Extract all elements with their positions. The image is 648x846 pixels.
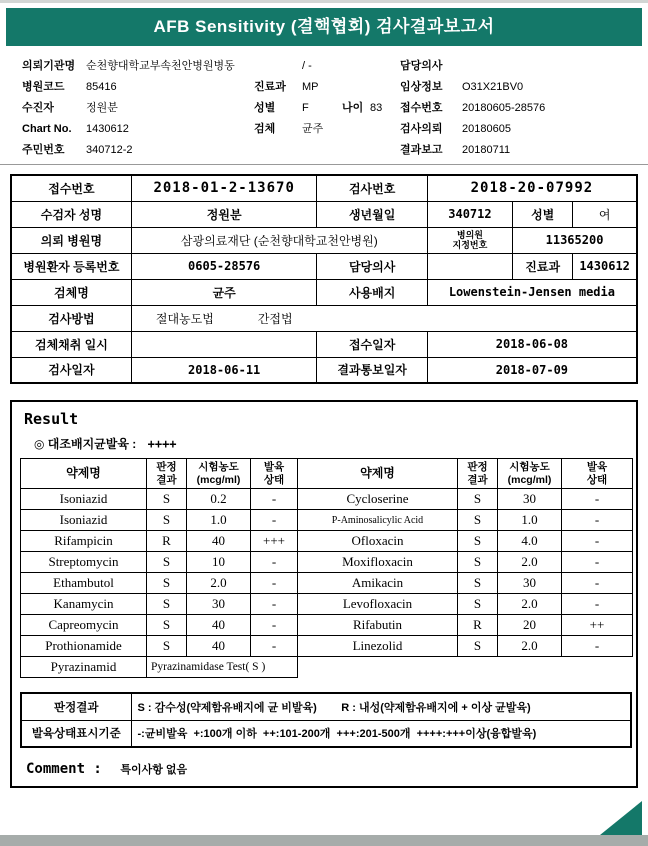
drug-name-cell: Moxifloxacin xyxy=(298,552,458,573)
conc-cell: 30 xyxy=(498,489,562,510)
drug-row xyxy=(21,531,298,552)
growth-cell: +++ xyxy=(251,531,298,552)
row-collection xyxy=(11,331,637,357)
result-section xyxy=(10,400,638,788)
drug-row-pyrazinamid xyxy=(21,657,298,678)
conc-cell: 4.0 xyxy=(498,531,562,552)
window-top-edge xyxy=(0,0,648,3)
judge-cell: S xyxy=(458,573,498,594)
request-date-label: 검사의뢰 xyxy=(400,123,443,135)
row-method xyxy=(11,305,637,331)
judge-cell: S xyxy=(458,510,498,531)
receipt-no-label: 접수번호 xyxy=(11,175,131,201)
collection-date-label: 검체채취 일시 xyxy=(11,331,131,357)
judge-cell: S xyxy=(458,594,498,615)
drug-name-cell: Levofloxacin xyxy=(298,594,458,615)
blank-label xyxy=(342,56,370,77)
row-receipt xyxy=(11,175,637,201)
specimen-label: 검체명 xyxy=(11,279,131,305)
growth-legend-text: -:균비발육 +:100개 이하 ++:101-200개 +++:201-500개 ++++:+++이상(융합발육) xyxy=(131,720,631,747)
drug-row xyxy=(298,510,633,531)
birthdate-label: 생년월일 xyxy=(317,201,427,227)
test-date-label: 검사일자 xyxy=(11,357,131,383)
growth-cell: - xyxy=(251,594,298,615)
sex-label: 성별 xyxy=(254,102,276,114)
section-divider xyxy=(0,164,648,165)
growth-cell: - xyxy=(251,573,298,594)
growth-cell: - xyxy=(562,552,633,573)
growth-cell: - xyxy=(562,531,633,552)
conc-cell: 0.2 xyxy=(187,489,251,510)
sex-value: 여 xyxy=(573,201,637,227)
window-bottom-edge xyxy=(0,835,648,846)
org-extra-value: / - xyxy=(302,60,312,72)
patient-name-value: 정원분 xyxy=(131,201,317,227)
growth-header-line1: 발육 xyxy=(586,460,608,473)
blank-label xyxy=(342,77,370,98)
drug-name-cell: Prothionamide xyxy=(21,636,147,657)
judge-cell: S xyxy=(147,510,187,531)
patient-name-label: 수검자 성명 xyxy=(11,201,131,227)
clinic-reg-no-label-line1: 병의원 xyxy=(456,229,483,240)
control-growth-label: ◎ 대조배지균발육 : xyxy=(34,437,137,451)
blank-label xyxy=(342,119,370,140)
conc-header-line2: (mcg/ml) xyxy=(196,473,241,486)
drug-table-left-header xyxy=(21,459,298,489)
growth-cell: ++ xyxy=(562,615,633,636)
dept-label: 진료과 xyxy=(254,81,286,93)
judge-cell: R xyxy=(147,531,187,552)
judge-header-line1: 판정 xyxy=(467,460,488,473)
judge-header xyxy=(458,459,498,489)
blank-value xyxy=(370,56,400,77)
drug-row xyxy=(21,510,298,531)
comment-value: 특이사항 없음 xyxy=(120,764,188,776)
drug-table-right xyxy=(297,458,633,657)
org-label: 의뢰기관명 xyxy=(22,60,76,72)
drug-table-right-header xyxy=(298,459,633,489)
blank-value xyxy=(302,140,342,161)
judge-cell: S xyxy=(147,615,187,636)
drug-row xyxy=(298,552,633,573)
row-specimen xyxy=(11,279,637,305)
drug-name-cell: Streptomycin xyxy=(21,552,147,573)
drug-name-cell: Rifampicin xyxy=(21,531,147,552)
doctor-label: 담당의사 xyxy=(400,60,443,72)
drug-row xyxy=(21,573,298,594)
blank-value xyxy=(370,77,400,98)
drug-row xyxy=(21,552,298,573)
media-label: 사용배지 xyxy=(317,279,427,305)
clinic-reg-no-label xyxy=(427,227,512,253)
growth-cell: - xyxy=(562,489,633,510)
blank-label xyxy=(342,140,370,161)
pyrazinamidase-test-cell: Pyrazinamidase Test( S ) xyxy=(147,657,298,678)
doctor-value xyxy=(427,253,512,279)
drug-row xyxy=(298,594,633,615)
hospital-code-label: 병원코드 xyxy=(22,81,65,93)
conc-cell: 10 xyxy=(187,552,251,573)
drug-name-cell: Ethambutol xyxy=(21,573,147,594)
receipt-no-value: 2018-01-2-13670 xyxy=(131,175,317,201)
blank-value xyxy=(370,140,400,161)
legend-table xyxy=(20,692,632,748)
hospital-name-label: 의뢰 병원명 xyxy=(11,227,131,253)
collection-date-value xyxy=(131,331,317,357)
drug-name-cell: Rifabutin xyxy=(298,615,458,636)
judge-header-line1: 판정 xyxy=(156,460,177,473)
legend-row-growth xyxy=(21,720,631,747)
media-value: Lowenstein-Jensen media xyxy=(427,279,637,305)
judge-cell: S xyxy=(147,552,187,573)
specimen-value: 균주 xyxy=(302,123,324,135)
judge-cell: S xyxy=(147,636,187,657)
conc-header xyxy=(187,459,251,489)
drug-row xyxy=(21,594,298,615)
conc-cell: 1.0 xyxy=(187,510,251,531)
conc-cell: 2.0 xyxy=(498,636,562,657)
judge-cell: S xyxy=(147,573,187,594)
resident-no-value: 340712-2 xyxy=(86,144,133,156)
chart-no-value: 1430612 xyxy=(86,123,129,135)
conc-cell: 40 xyxy=(187,615,251,636)
clinical-info-value: O31X21BV0 xyxy=(462,81,524,93)
drug-name-cell: P-Aminosalicylic Acid xyxy=(298,510,458,531)
birthdate-value: 340712 xyxy=(427,201,512,227)
judge-cell: S xyxy=(458,531,498,552)
growth-header xyxy=(251,459,298,489)
comment-label: Comment : xyxy=(26,761,102,777)
conc-header xyxy=(498,459,562,489)
growth-cell: - xyxy=(251,552,298,573)
control-growth-line xyxy=(34,435,636,452)
drug-table-left xyxy=(20,458,298,678)
clinic-reg-no-label-line2: 지정번호 xyxy=(452,240,488,250)
method-value xyxy=(131,305,637,331)
growth-cell: - xyxy=(562,594,633,615)
patient-label: 수진자 xyxy=(22,102,54,114)
hospital-code-value: 85416 xyxy=(86,81,117,93)
report-date-value: 20180711 xyxy=(462,144,511,156)
drug-name-cell: Isoniazid xyxy=(21,489,147,510)
drug-name-header: 약제명 xyxy=(21,459,147,489)
conc-cell: 20 xyxy=(498,615,562,636)
row-hospital xyxy=(11,227,637,253)
growth-cell: - xyxy=(251,510,298,531)
judgement-legend-text: S : 감수성(약제함유배지에 균 비발육) R : 내성(약제함유배지에 + 이상 균발육) xyxy=(131,693,631,720)
drug-name-cell: Amikacin xyxy=(298,573,458,594)
legend-row-judgement xyxy=(21,693,631,720)
conc-cell: 2.0 xyxy=(498,552,562,573)
report-date-value: 2018-07-09 xyxy=(427,357,637,383)
drug-name-cell: Ofloxacin xyxy=(298,531,458,552)
drug-name-cell: Linezolid xyxy=(298,636,458,657)
growth-cell: - xyxy=(251,615,298,636)
control-growth-value: ++++ xyxy=(147,437,177,451)
sex-value: F xyxy=(302,102,309,114)
conc-cell: 40 xyxy=(187,636,251,657)
judgement-legend-label: 판정결과 xyxy=(21,693,131,720)
corner-decoration xyxy=(600,801,642,835)
method-value-2: 간접법 xyxy=(257,311,293,326)
patient-name-value: 정원분 xyxy=(86,102,118,114)
growth-header-line1: 발육 xyxy=(263,460,285,473)
hospital-name-value: 삼광의료재단 (순천향대학교천안병원) xyxy=(131,227,427,253)
specimen-label: 검체 xyxy=(254,123,276,135)
growth-cell: - xyxy=(251,489,298,510)
receipt-date-label: 접수일자 xyxy=(317,331,427,357)
result-title: Result xyxy=(24,410,79,428)
drug-row xyxy=(298,531,633,552)
growth-cell: - xyxy=(562,510,633,531)
report-date-label: 결과보고 xyxy=(400,144,443,156)
specimen-value: 균주 xyxy=(131,279,317,305)
conc-cell: 30 xyxy=(498,573,562,594)
info-row-resident-no xyxy=(14,140,640,161)
age-label: 나이 xyxy=(342,102,364,114)
conc-header-line2: (mcg/ml) xyxy=(507,473,552,486)
conc-cell: 30 xyxy=(187,594,251,615)
test-date-value: 2018-06-11 xyxy=(131,357,317,383)
method-label: 검사방법 xyxy=(11,305,131,331)
age-value: 83 xyxy=(370,102,383,114)
test-no-label: 검사번호 xyxy=(317,175,427,201)
test-no-value: 2018-20-07992 xyxy=(427,175,637,201)
judge-header-line2: 결과 xyxy=(467,473,488,486)
growth-legend-label: 발육상태표시기준 xyxy=(21,720,131,747)
info-row-organization xyxy=(14,56,640,77)
clinic-reg-no-value: 11365200 xyxy=(513,227,637,253)
conc-header-line1: 시험농도 xyxy=(509,460,550,473)
growth-cell: - xyxy=(251,636,298,657)
drug-row xyxy=(21,615,298,636)
growth-cell: - xyxy=(562,636,633,657)
patient-reg-no-value: 0605-28576 xyxy=(131,253,317,279)
info-row-patient xyxy=(14,98,640,119)
org-value: 순천향대학교부속천안병원병동 xyxy=(86,60,235,72)
judge-cell: S xyxy=(458,489,498,510)
doctor-label: 담당의사 xyxy=(317,253,427,279)
drug-name-cell: Kanamycin xyxy=(21,594,147,615)
receipt-date-value: 2018-06-08 xyxy=(427,331,637,357)
sensitivity-tables xyxy=(20,458,636,678)
dept-value: MP xyxy=(302,81,319,93)
comment-line xyxy=(26,760,636,778)
drug-name-cell: Capreomycin xyxy=(21,615,147,636)
conc-cell: 2.0 xyxy=(498,594,562,615)
report-title-banner: AFB Sensitivity (결핵협회) 검사결과보고서 xyxy=(6,8,642,46)
patient-info-section xyxy=(14,56,640,161)
conc-header-line1: 시험농도 xyxy=(198,460,239,473)
drug-name-cell: Isoniazid xyxy=(21,510,147,531)
growth-header-line2: 상태 xyxy=(586,473,608,486)
receipt-no-label: 접수번호 xyxy=(400,102,443,114)
row-patient-reg xyxy=(11,253,637,279)
conc-cell: 40 xyxy=(187,531,251,552)
judge-cell: R xyxy=(458,615,498,636)
growth-header xyxy=(562,459,633,489)
clinical-info-label: 임상정보 xyxy=(400,81,443,93)
drug-row xyxy=(21,489,298,510)
growth-cell: - xyxy=(562,573,633,594)
blank-label xyxy=(254,140,302,161)
report-date-label: 결과통보일자 xyxy=(317,357,427,383)
receipt-no-value: 20180605-28576 xyxy=(462,102,546,114)
drug-name-header: 약제명 xyxy=(298,459,458,489)
judge-header-line2: 결과 xyxy=(156,473,177,486)
row-test-date xyxy=(11,357,637,383)
patient-reg-no-label: 병원환자 등록번호 xyxy=(11,253,131,279)
info-row-hospital-code xyxy=(14,77,640,98)
resident-no-label: 주민번호 xyxy=(22,144,65,156)
judge-header xyxy=(147,459,187,489)
sex-label: 성별 xyxy=(513,201,573,227)
doctor-value xyxy=(462,56,640,77)
judge-cell: S xyxy=(147,594,187,615)
drug-row xyxy=(298,615,633,636)
drug-row xyxy=(21,636,298,657)
drug-name-cell: Cycloserine xyxy=(298,489,458,510)
conc-cell: 1.0 xyxy=(498,510,562,531)
growth-header-line2: 상태 xyxy=(263,473,285,486)
request-date-value: 20180605 xyxy=(462,123,511,135)
chart-no-label: Chart No. xyxy=(22,123,72,135)
drug-row xyxy=(298,636,633,657)
conc-cell: 2.0 xyxy=(187,573,251,594)
info-row-chart-no xyxy=(14,119,640,140)
dept-value: 1430612 xyxy=(573,253,637,279)
judge-cell: S xyxy=(147,489,187,510)
row-patient-name xyxy=(11,201,637,227)
blank-label xyxy=(254,56,302,77)
drug-row xyxy=(298,573,633,594)
judge-cell: S xyxy=(458,636,498,657)
method-value-1: 절대농도법 xyxy=(155,311,214,326)
report-main-table xyxy=(10,174,638,384)
dept-label: 진료과 xyxy=(513,253,573,279)
drug-name-cell: Pyrazinamid xyxy=(21,657,147,678)
drug-row xyxy=(298,489,633,510)
judge-cell: S xyxy=(458,552,498,573)
blank-value xyxy=(370,119,400,140)
